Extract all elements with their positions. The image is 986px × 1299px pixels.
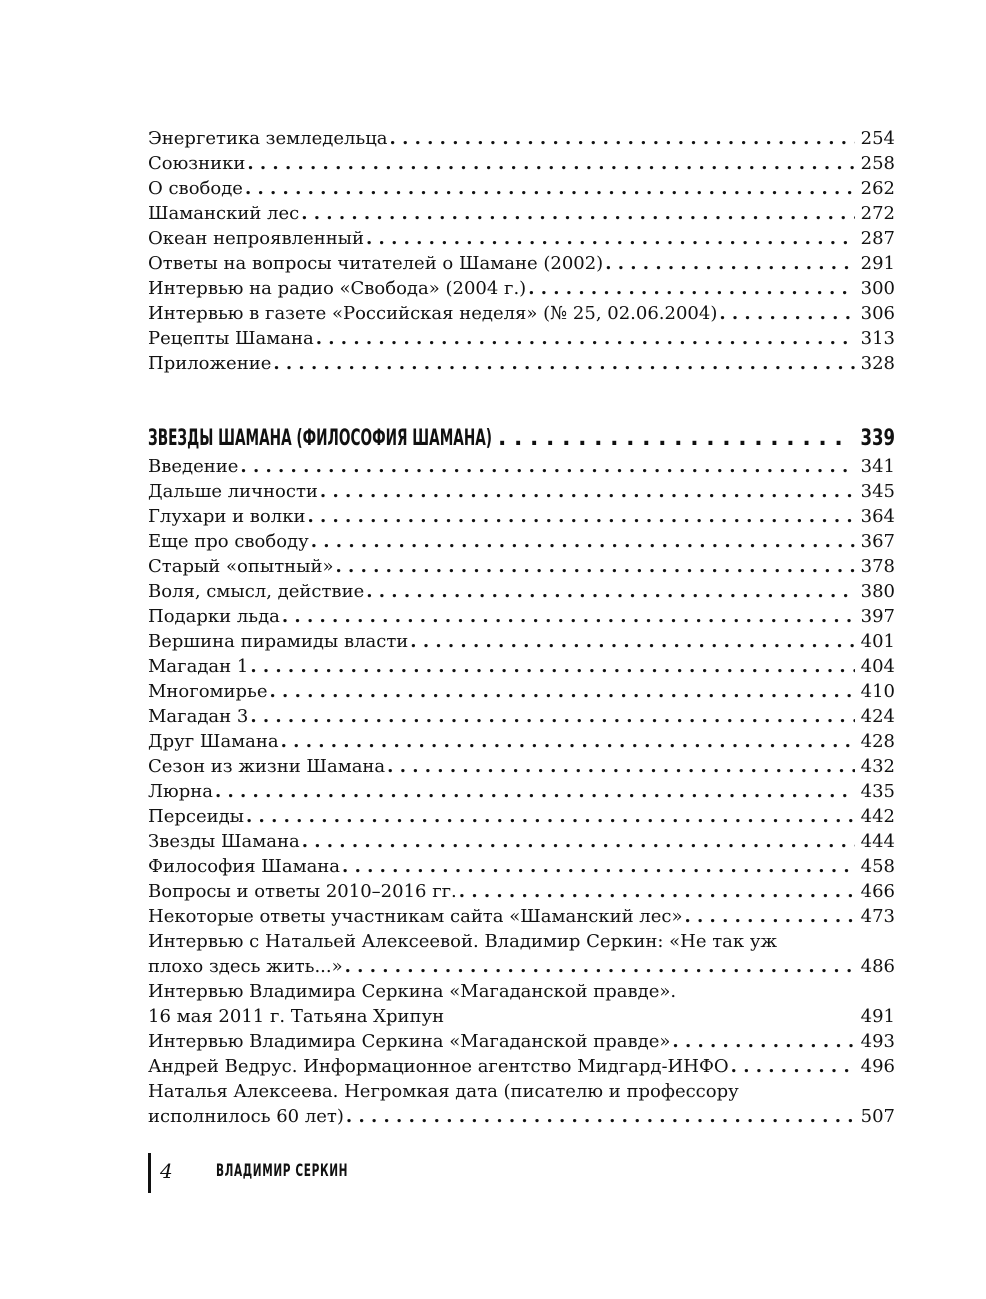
toc-entry-title: Вопросы и ответы 2010–2016 гг. [148,881,457,902]
dot-leader [366,226,855,251]
toc-entry [148,1104,895,1129]
toc-entry-page-number: 341 [860,456,895,477]
toc-entry-page-number: 432 [860,756,895,777]
toc-entry-page-number: 378 [860,556,895,577]
dot-leader [672,1029,855,1054]
toc-entry-title: Интервью на радио «Свобода» (2004 г.) [148,278,527,299]
toc-entry [148,454,895,479]
toc-entry-page-number: 424 [860,706,895,727]
dot-leader [336,554,856,579]
toc-entry-page-number: 493 [860,1031,895,1052]
toc-entry-title: Шаманский лес [148,203,300,224]
toc-entry-title: Подарки льда [148,606,280,627]
dot-leader [605,251,855,276]
dot-leader [270,679,855,704]
toc-entry-title: Философия Шамана [148,856,341,877]
toc-entry-page-number: 410 [860,681,895,702]
toc-entry-title: Некоторые ответы участникам сайта «Шаманский лес» [148,906,683,927]
dot-leader [410,629,855,654]
toc-entry-page-number: 435 [860,781,895,802]
dot-leader [302,829,855,854]
toc-entry [148,351,895,376]
toc-entry [148,151,895,176]
toc-entry-title: Союзники [148,153,246,174]
dot-leader [684,904,855,929]
toc-entry [148,654,895,679]
footer-author: ВЛАДИМИР СЕРКИН [216,1161,349,1181]
toc-entry [148,704,895,729]
toc-entry-page-number: 287 [860,228,895,249]
toc-entry [148,1054,895,1079]
toc-entry-page-number: 428 [860,731,895,752]
toc-entry [148,729,895,754]
dot-leader [459,879,855,904]
toc-entry-title: Звезды Шамана [148,831,300,852]
dot-leader [731,1054,855,1079]
toc-entry-page-number: 507 [860,1106,895,1127]
toc-entry-title-line: Интервью с Натальей Алексеевой. Владимир Серкин: «Не так уж [148,931,778,952]
toc-entry-title: Интервью Владимира Серкина «Магаданской правде» [148,1031,671,1052]
toc-entry [148,804,895,829]
toc-entry-page-number: 380 [860,581,895,602]
toc-entry-page-number: 397 [860,606,895,627]
toc-entry-page-number: 466 [860,881,895,902]
toc-entry-title: О свободе [148,178,243,199]
dot-leader [245,176,855,201]
dot-leader [390,126,855,151]
dot-leader [215,779,855,804]
dot-leader [311,529,855,554]
toc-entry [148,554,895,579]
toc-entry [148,904,895,929]
toc-entry-page-number: 300 [860,278,895,299]
toc-entry-title: Сезон из жизни Шамана [148,756,386,777]
dot-leader [301,201,855,226]
toc-entry-title: Дальше личности [148,481,318,502]
toc-entry [148,779,895,804]
toc-entry [148,879,895,904]
toc-entry [148,954,895,979]
toc-entry-title: Магадан 3 [148,706,249,727]
toc-entry [148,679,895,704]
toc-entry-title: Друг Шамана [148,731,279,752]
toc-entry-title: Магадан 1 [148,656,249,677]
toc-entry-title: Многомирье [148,681,268,702]
toc-entry-page-number: 364 [860,506,895,527]
toc-entry-page-number: 272 [860,203,895,224]
toc-entry-title: Андрей Ведрус. Информационное агентство Мидгард-ИНФО [148,1056,729,1077]
toc-entry [148,504,895,529]
toc-entry [148,529,895,554]
toc-entry-page-number: 328 [860,353,895,374]
toc-entry [148,326,895,351]
toc-entry-title: Старый «опытный» [148,556,334,577]
section-title: ЗВЕЗДЫ ШАМАНА (ФИЛОСОФИЯ ШАМАНА) [148,426,493,451]
toc-entry-title-line: Наталья Алексеева. Негромкая дата (писателю и профессору [148,1081,739,1102]
footer-rule [148,1153,151,1193]
toc-entry-page-number: 306 [860,303,895,324]
toc-entry-page-number: 473 [860,906,895,927]
toc-entry-title-line: Интервью Владимира Серкина «Магаданской правде». [148,981,677,1002]
toc-entry [148,201,895,226]
dot-leader [387,754,855,779]
toc-entry-page-number: 496 [860,1056,895,1077]
dot-leader [316,326,855,351]
toc-entry [148,854,895,879]
dot-leader [247,151,855,176]
dot-leader [250,654,855,679]
toc-entry-title: Люрна [148,781,213,802]
toc-entry-page-number: 258 [860,153,895,174]
toc-entry [148,301,895,326]
toc-entry [148,754,895,779]
toc-entry-title: Ответы на вопросы читателей о Шамане (2002) [148,253,604,274]
dot-leader [246,804,855,829]
dot-leader [250,704,855,729]
toc-entry [148,176,895,201]
section-page-number: 339 [860,426,895,451]
toc-entry-page-number: 313 [860,328,895,349]
toc-entry [148,629,895,654]
toc-entry [148,579,895,604]
toc-entry-page-number: 262 [860,178,895,199]
toc-list-part2 [148,424,895,1129]
toc-entry-title: Персеиды [148,806,245,827]
toc-entry-page-number: 254 [860,128,895,149]
toc-entry-title: Вершина пирамиды власти [148,631,409,652]
toc-entry-title: 16 мая 2011 г. Татьяна Хрипун [148,1006,445,1027]
dot-leader [320,479,855,504]
toc-entry-page-number: 491 [860,1006,895,1027]
toc-entry-title: Еще про свободу [148,531,309,552]
dot-leader [281,729,855,754]
toc-entry [148,479,895,504]
toc-entry-page-number: 458 [860,856,895,877]
toc-entry-title: исполнилось 60 лет) [148,1106,344,1127]
toc-entry-page-number: 444 [860,831,895,852]
toc-entry-page-number: 442 [860,806,895,827]
toc-entry-page-number: 401 [860,631,895,652]
toc-list-part1 [148,126,895,376]
toc-entry-page-number: 345 [860,481,895,502]
dot-leader [240,454,855,479]
toc-entry [148,276,895,301]
toc-entry-title: Приложение [148,353,272,374]
toc-entry-title: плохо здесь жить...» [148,956,343,977]
toc-entry-title: Глухари и волки [148,506,306,527]
toc-entry-page-number: 367 [860,531,895,552]
toc-entry-title: Рецепты Шамана [148,328,314,349]
dot-leader [273,351,855,376]
dot-leader [528,276,855,301]
dot-leader [498,424,845,454]
toc-entry-title: Энергетика земледельца [148,128,388,149]
dot-leader [346,1104,855,1129]
dot-leader [719,301,855,326]
toc-entry [148,1029,895,1054]
dot-leader [307,504,855,529]
toc-entry-page-number: 404 [860,656,895,677]
dot-leader [345,954,855,979]
toc-entry-page-number: 486 [860,956,895,977]
toc-entry-title: Введение [148,456,239,477]
toc-entry [148,226,895,251]
dot-leader [282,604,855,629]
dot-leader [342,854,855,879]
footer-page-number: 4 [160,1159,173,1183]
toc-entry-title: Воля, смысл, действие [148,581,365,602]
toc-section-heading [148,424,895,454]
toc-entry [148,829,895,854]
toc-entry [148,604,895,629]
toc-entry [148,126,895,151]
toc-entries [148,454,895,1129]
toc-entry-title: Океан непроявленный [148,228,365,249]
toc-entry-title: Интервью в газете «Российская неделя» (№ 25, 02.06.2004) [148,303,718,324]
toc-entry-page-number: 291 [860,253,895,274]
dot-leader [366,579,855,604]
toc-entry [148,251,895,276]
toc-entry [148,1004,895,1029]
